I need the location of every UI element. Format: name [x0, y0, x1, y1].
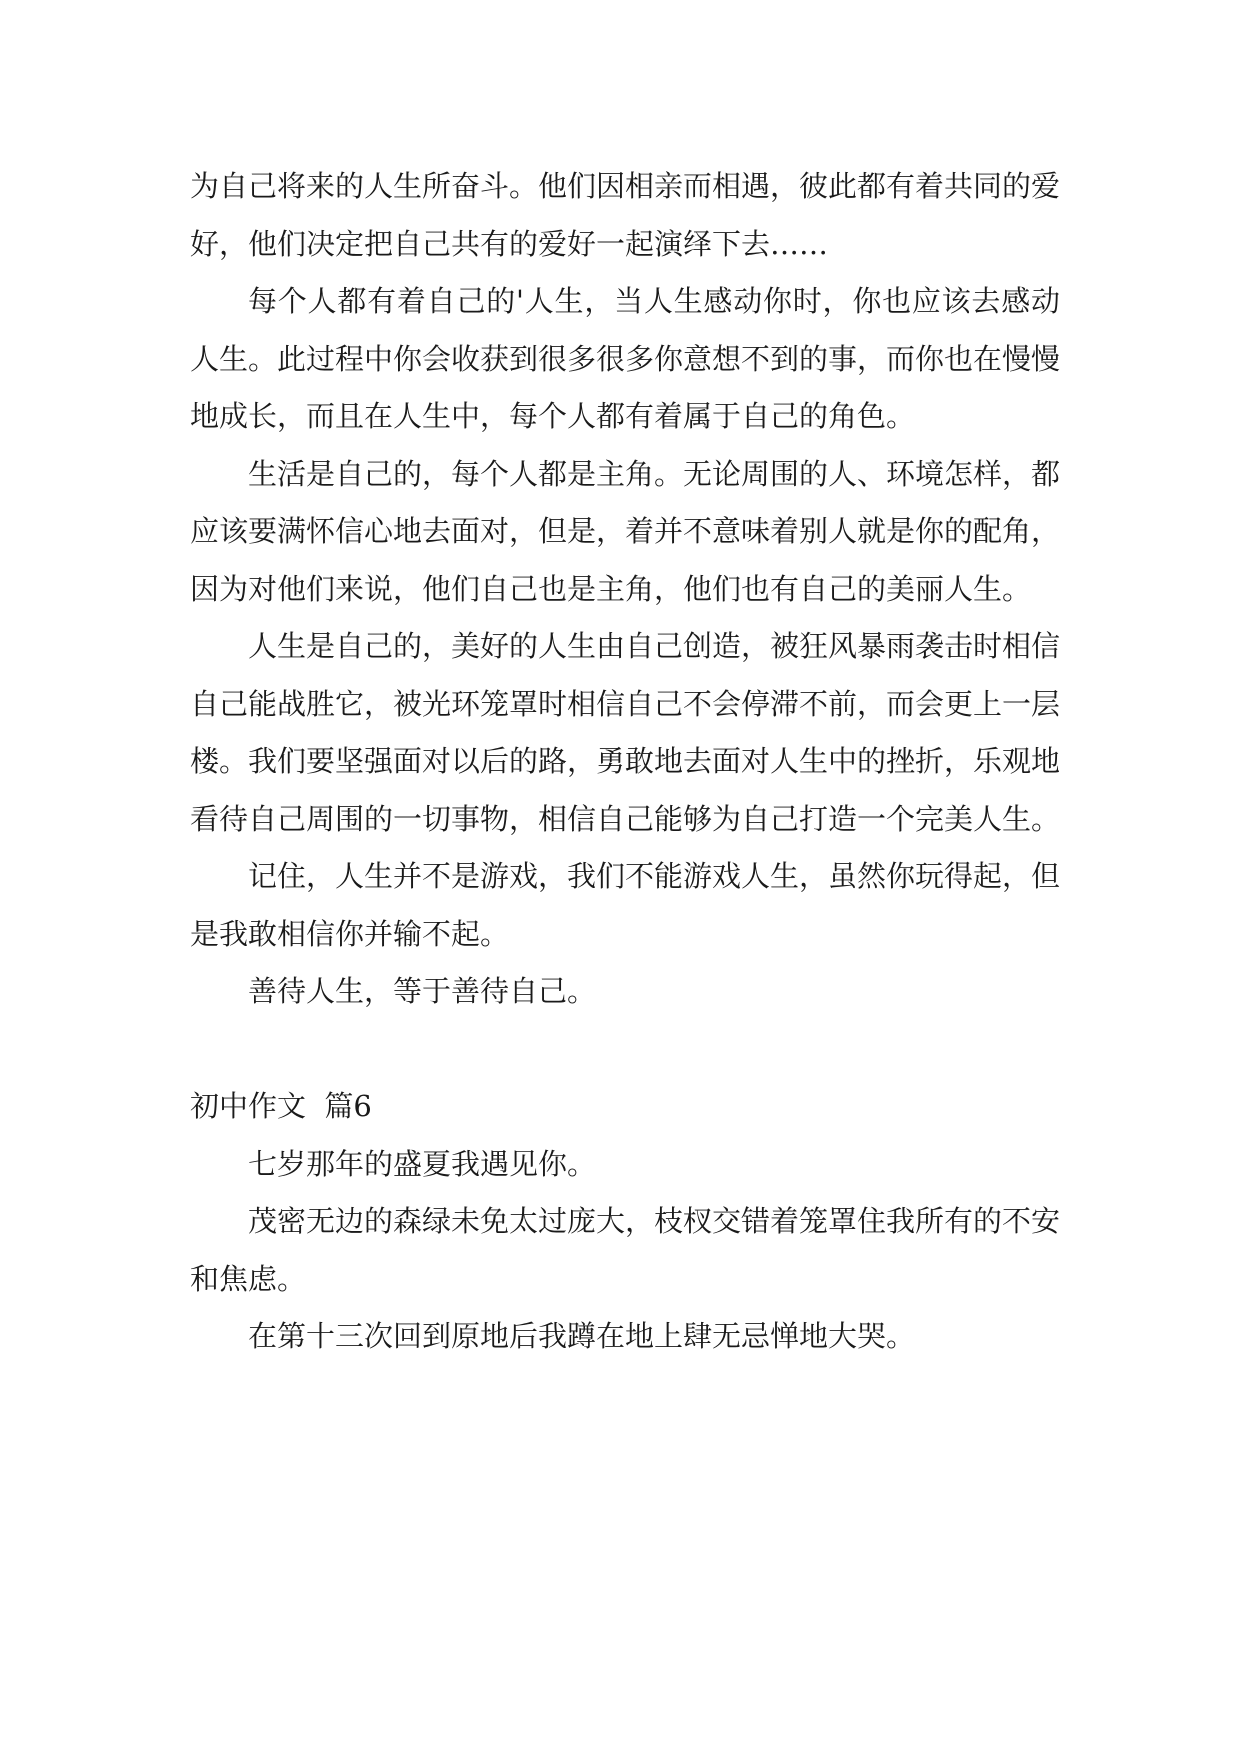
paragraph-5: 记住，人生并不是游戏，我们不能游戏人生，虽然你玩得起，但是我敢相信你并输不起。: [190, 859, 1061, 951]
paragraph-4: 人生是自己的，美好的人生由自己创造，被狂风暴雨袭击时相信自己能战胜它，被光环笼罩时相信自己不会停滞不前，而会更上一层楼。我们要坚强面对以后的路，勇敢地去面对人生中的挫折，乐观地看待自己周围的一切事物，相信自己能够为自己打造一个完美人生。: [190, 629, 1061, 836]
paragraph-2: 每个人都有着自己的'人生，当人生感动你时，你也应该去感动人生。此过程中你会收获到很多很多你意想不到的事，而你也在慢慢地成长，而且在人生中，每个人都有着属于自己的角色。: [190, 284, 1061, 433]
paragraph-1: 为自己将来的人生所奋斗。他们因相亲而相遇，彼此都有着共同的爱好，他们决定把自己共有的爱好一起演绎下去……: [190, 169, 1061, 261]
section-heading: 初中作文 篇6: [190, 1089, 372, 1123]
paragraph-9: 在第十三次回到原地后我蹲在地上肆无忌惮地大哭。: [248, 1319, 916, 1353]
paragraph-8: 茂密无边的森绿未免太过庞大，枝杈交错着笼罩住我所有的不安和焦虑。: [190, 1204, 1061, 1296]
paragraph-6: 善待人生，等于善待自己。: [248, 974, 597, 1008]
document-body: [190, 158, 1060, 1366]
section-spacer: [190, 1021, 1060, 1079]
paragraph-7: 七岁那年的盛夏我遇见你。: [248, 1146, 597, 1181]
paragraph-3: 生活是自己的，每个人都是主角。无论周围的人、环境怎样，都应该要满怀信心地去面对，但是，着并不意味着别人就是你的配角，因为对他们来说，他们自己也是主角，他们也有自己的美丽人生。: [190, 456, 1061, 606]
